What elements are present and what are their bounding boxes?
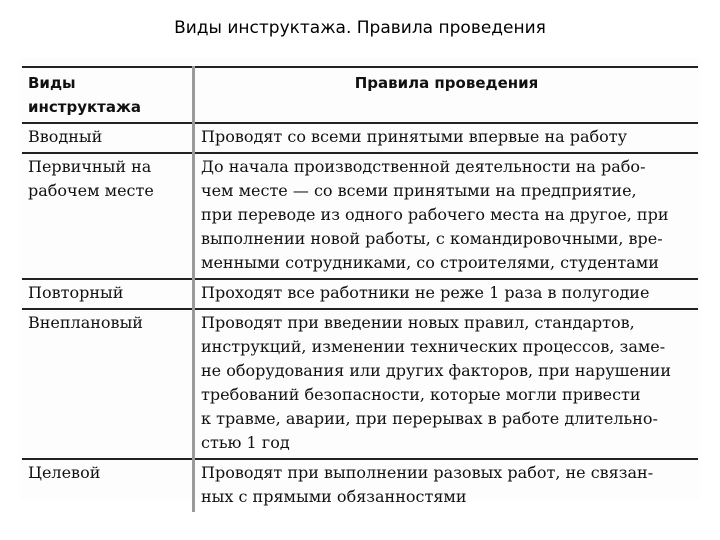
rule-line: Проводят при введении новых правил, стандартов, (201, 313, 635, 332)
rule-line: Проводят при выполнении разовых работ, не связан- (201, 463, 654, 482)
header-types: Виды инструктажа (22, 67, 194, 123)
rules-cell (194, 309, 699, 459)
rules-cell (194, 279, 699, 309)
type-cell: Целевой (22, 459, 194, 512)
rule-line: выполнении новой работы, с командировочными, вре- (201, 229, 663, 248)
rule-line: ных с прямыми обязанностями (201, 487, 467, 506)
table-row-unscheduled (22, 309, 698, 459)
table-header-row (22, 67, 698, 123)
rule-line: инструкций, изменении технических процессов, заме- (201, 337, 666, 356)
rules-cell (194, 459, 699, 512)
table-row-introductory (22, 123, 698, 153)
header-rules: Правила проведения (354, 74, 539, 92)
rule-line: требований безопасности, которые могли привести (201, 385, 641, 404)
rule-line: к травме, аварии, при перерывах в работе длительно- (201, 409, 658, 428)
table-row-primary (22, 153, 698, 279)
type-cell: Повторный (22, 279, 194, 309)
rule-line: менными сотрудниками, со строителями, студентами (201, 253, 659, 272)
rules-cell (194, 153, 699, 279)
table-row-targeted (22, 459, 698, 512)
rule-line: Проходят все работники не реже 1 раза в полугодие (201, 283, 650, 302)
type-cell: Внеплановый (22, 309, 194, 459)
rule-line: Проводят со всеми принятыми впервые на работу (201, 127, 628, 146)
slide-title: Виды инструктажа. Правила проведения (174, 18, 546, 38)
type-cell: Первичный на рабочем месте (22, 153, 194, 279)
rule-line: чем месте — со всеми принятыми на предприятие, (201, 181, 637, 200)
rule-line: не оборудования или других факторов, при нарушении (201, 361, 672, 380)
rules-cell (194, 123, 699, 153)
rule-line: при переводе из одного рабочего места на другое, при (201, 205, 669, 224)
rule-line: До начала производственной деятельности на рабо- (201, 157, 646, 176)
type-cell: Вводный (22, 123, 194, 153)
rule-line: стью 1 год (201, 433, 290, 452)
table-row-repeated (22, 279, 698, 309)
instruction-types-table (22, 66, 698, 512)
